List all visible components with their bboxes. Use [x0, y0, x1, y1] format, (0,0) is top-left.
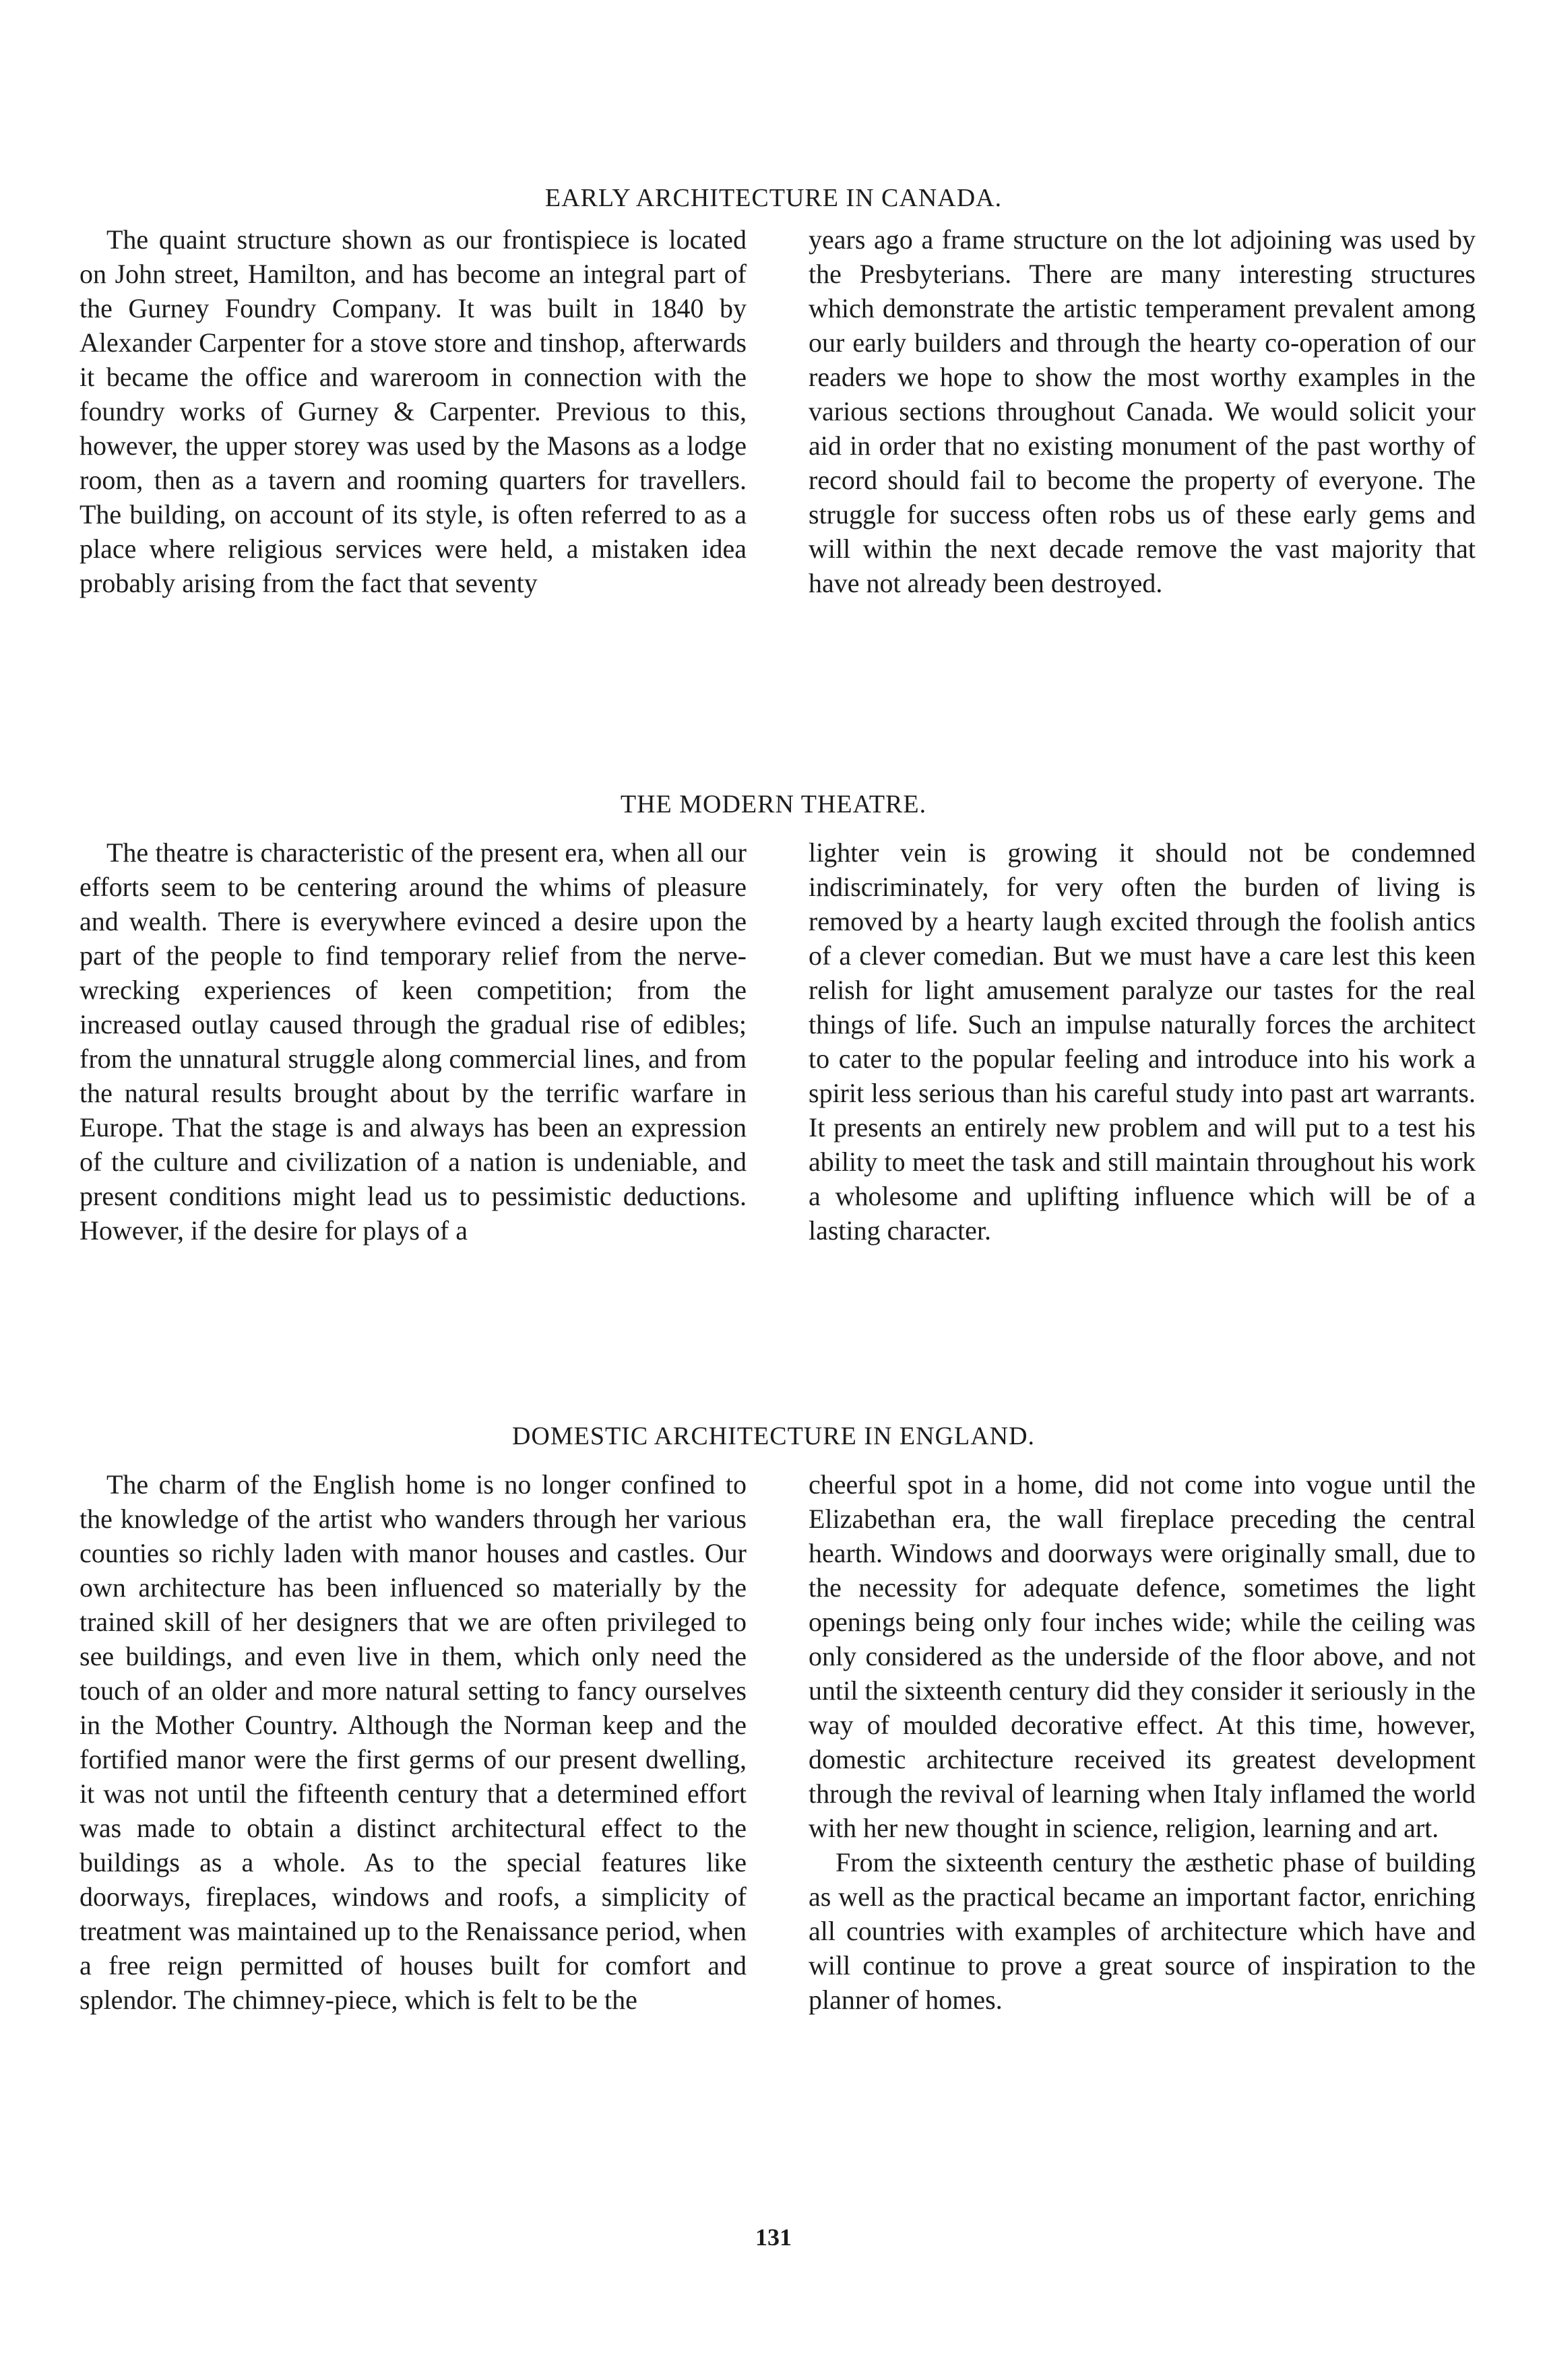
- paragraph: The theatre is characteristic of the present era, when all our efforts seem to be centering around the whims of pleasure and wealth. There is everywhere evinced a desire upon the part of the people to find temporary relief from the nerve-wrecking experiences of keen competition; from the increased outlay caused through the gradual rise of edibles; from the unnatural struggle along commercial lines, and from the natural results brought about by the terrific warfare in Europe. That the stage is and always has been an expression of the culture and civilization of a nation is undeniable, and present conditions might lead us to pessimistic deductions. However, if the desire for plays of a: [80, 837, 747, 1246]
- modern-theatre-left-column: [80, 835, 747, 1248]
- paragraph: The quaint structure shown as our frontispiece is located on John street, Hamilton, and has become an integral part of the Gurney Foundry Company. It was built in 1840 by Alexander Carpenter for a stove store and tinshop, afterwards it became the office and wareroom in connection with the foundry works of Gurney & Carpenter. Previous to this, however, the upper storey was used by the Masons as a lodge room, then as a tavern and rooming quarters for travellers. The building, on account of its style, is often referred to as a place where religious services were held, a mistaken idea probably arising from the fact that seventy: [80, 224, 747, 598]
- paragraph: lighter vein is growing it should not be condemned indiscriminately, for very often the burden of living is removed by a hearty laugh excited through the foolish antics of a clever comedian. But we must have a care lest this keen relish for light amusement paralyze our tastes for the real things of life. Such an impulse naturally forces the architect to cater to the popular feeling and introduce into his work a spirit less serious than his careful study into past art warrants. It presents an entirely new problem and will put to a test his ability to meet the task and still maintain throughout his work a wholesome and uplifting influence which will be of a lasting character.: [809, 837, 1476, 1246]
- paragraph: years ago a frame structure on the lot adjoining was used by the Presbyterians. There are many interesting structures which demonstrate the artistic temperament prevalent among our early builders and through the hearty co-operation of our readers we hope to show the most worthy examples in the various sections throughout Canada. We would solicit your aid in order that no existing monument of the past worthy of record should fail to become the property of everyone. The struggle for success often robs us of these early gems and will within the next decade remove the vast majority that have not already been destroyed.: [809, 224, 1476, 598]
- paragraph: cheerful spot in a home, did not come into vogue until the Elizabethan era, the wall fireplace preceding the central hearth. Windows and doorways were originally small, due to the necessity for adequate defence, sometimes the light openings being only four inches wide; while the ceiling was only considered as the underside of the floor above, and not until the sixteenth century did they consider it seriously in the way of moulded decorative effect. At this time, however, domestic architecture received its greatest development through the revival of learning when Italy inflamed the world with her new thought in science, religion, learning and art.: [809, 1469, 1476, 1843]
- page-number: 131: [755, 2224, 792, 2251]
- domestic-architecture-left-column: [80, 1467, 747, 2017]
- domestic-architecture-right-column: [809, 1467, 1476, 2017]
- modern-theatre-right-column: [809, 835, 1476, 1248]
- section-title-early-architecture: EARLY ARCHITECTURE IN CANADA.: [544, 184, 1003, 212]
- paragraph: From the sixteenth century the æsthetic phase of building as well as the practical became an important factor, enriching all countries with examples of architecture which have and will continue to prove a great source of inspiration to the planner of homes.: [809, 1847, 1476, 2015]
- paragraph: The charm of the English home is no longer confined to the knowledge of the artist who wanders through her various counties so richly laden with manor houses and castles. Our own architecture has been influenced so materially by the trained skill of her designers that we are often privileged to see buildings, and even live in them, which only need the touch of an older and more natural setting to fancy ourselves in the Mother Country. Although the Norman keep and the fortified manor were the first germs of our present dwelling, it was not until the fifteenth century that a determined effort was made to obtain a distinct architectural effect to the buildings as a whole. As to the special features like doorways, fireplaces, windows and roofs, a simplicity of treatment was maintained up to the Renaissance period, when a free reign permitted of houses built for comfort and splendor. The chimney-piece, which is felt to be the: [80, 1469, 747, 2015]
- early-architecture-left-column: [80, 222, 747, 600]
- section-title-domestic-architecture: DOMESTIC ARCHITECTURE IN ENGLAND.: [511, 1422, 1036, 1450]
- early-architecture-right-column: [809, 222, 1476, 600]
- section-title-modern-theatre: THE MODERN THEATRE.: [620, 790, 927, 818]
